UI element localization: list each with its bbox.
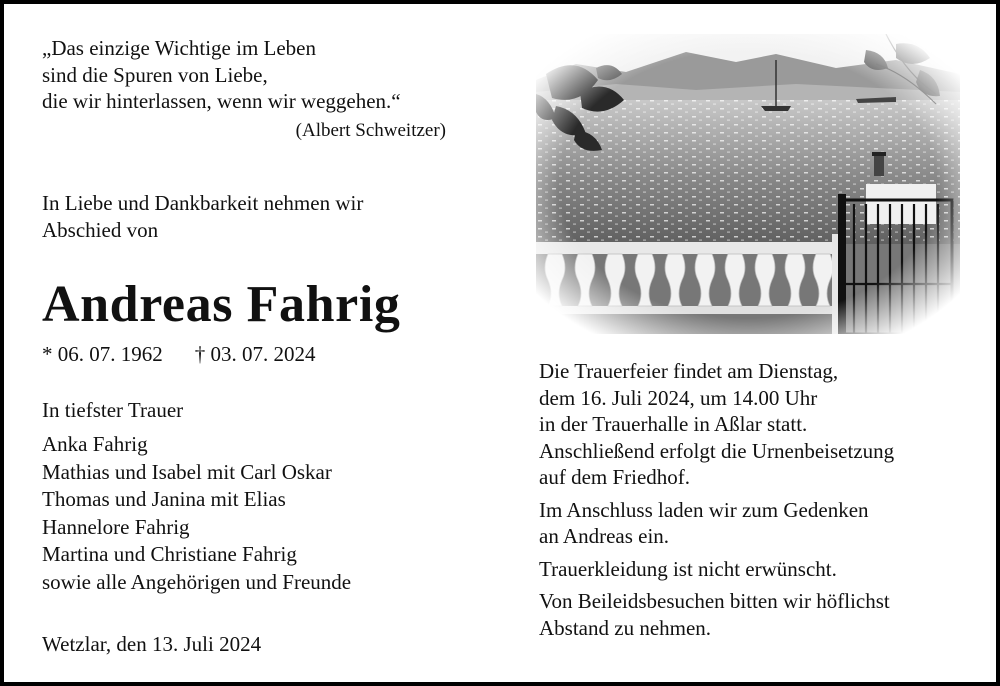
mourner-name: Thomas und Janina mit Elias	[42, 487, 286, 511]
intro-text	[42, 190, 363, 243]
quote	[42, 35, 401, 115]
mourner-name: Hannelore Fahrig	[42, 514, 190, 539]
mourner-name: Anka Fahrig	[42, 432, 148, 456]
dress-code-paragraph	[539, 556, 894, 583]
quote-line: sind die Spuren von Liebe,	[42, 62, 268, 87]
ceremony-paragraph	[539, 358, 894, 491]
condolence-paragraph	[539, 588, 894, 641]
ceremony-line: Trauerkleidung ist nicht erwünscht.	[539, 556, 837, 581]
reception-paragraph	[539, 497, 894, 550]
ceremony-line: auf dem Friedhof.	[539, 465, 691, 489]
deceased-name: Andreas Fahrig	[42, 276, 401, 333]
birth-date: * 06. 07. 1962	[42, 342, 163, 366]
sea-view-balcony-photo	[536, 34, 960, 334]
ceremony-line: in der Trauerhalle in Aßlar statt.	[539, 412, 808, 436]
ceremony-line: Von Beileidsbesuchen bitten wir höflichst	[539, 589, 890, 613]
mourners-heading: In tiefster Trauer	[42, 398, 184, 422]
ceremony-line: Die Trauerfeier findet am Dienstag,	[539, 359, 839, 383]
intro-line: In Liebe und Dankbarkeit nehmen wir	[42, 191, 364, 215]
life-dates	[42, 341, 316, 368]
mourner-name: Mathias und Isabel mit Carl Oskar	[42, 459, 332, 484]
mourners-list	[42, 431, 351, 596]
ceremony-line: dem 16. Juli 2024, um 14.00 Uhr	[539, 385, 818, 410]
place-date: Wetzlar, den 13. Juli 2024	[42, 632, 262, 656]
ceremony-line: an Andreas ein.	[539, 524, 670, 548]
quote-line: „Das einzige Wichtige im Leben	[42, 36, 316, 60]
quote-author: (Albert Schweitzer)	[295, 120, 446, 141]
death-date: † 03. 07. 2024	[194, 342, 316, 366]
quote-line: die wir hinterlassen, wenn wir weggehen.“	[42, 89, 401, 113]
mourner-name: Martina und Christiane Fahrig	[42, 542, 297, 566]
ceremony-info	[539, 358, 894, 647]
ceremony-line: Abstand zu nehmen.	[539, 615, 712, 640]
ceremony-line: Im Anschluss laden wir zum Gedenken	[539, 497, 869, 522]
intro-line: Abschied von	[42, 217, 159, 242]
mourner-name: sowie alle Angehörigen und Freunde	[42, 569, 352, 594]
ceremony-line: Anschließend erfolgt die Urnenbeisetzung	[539, 438, 895, 463]
